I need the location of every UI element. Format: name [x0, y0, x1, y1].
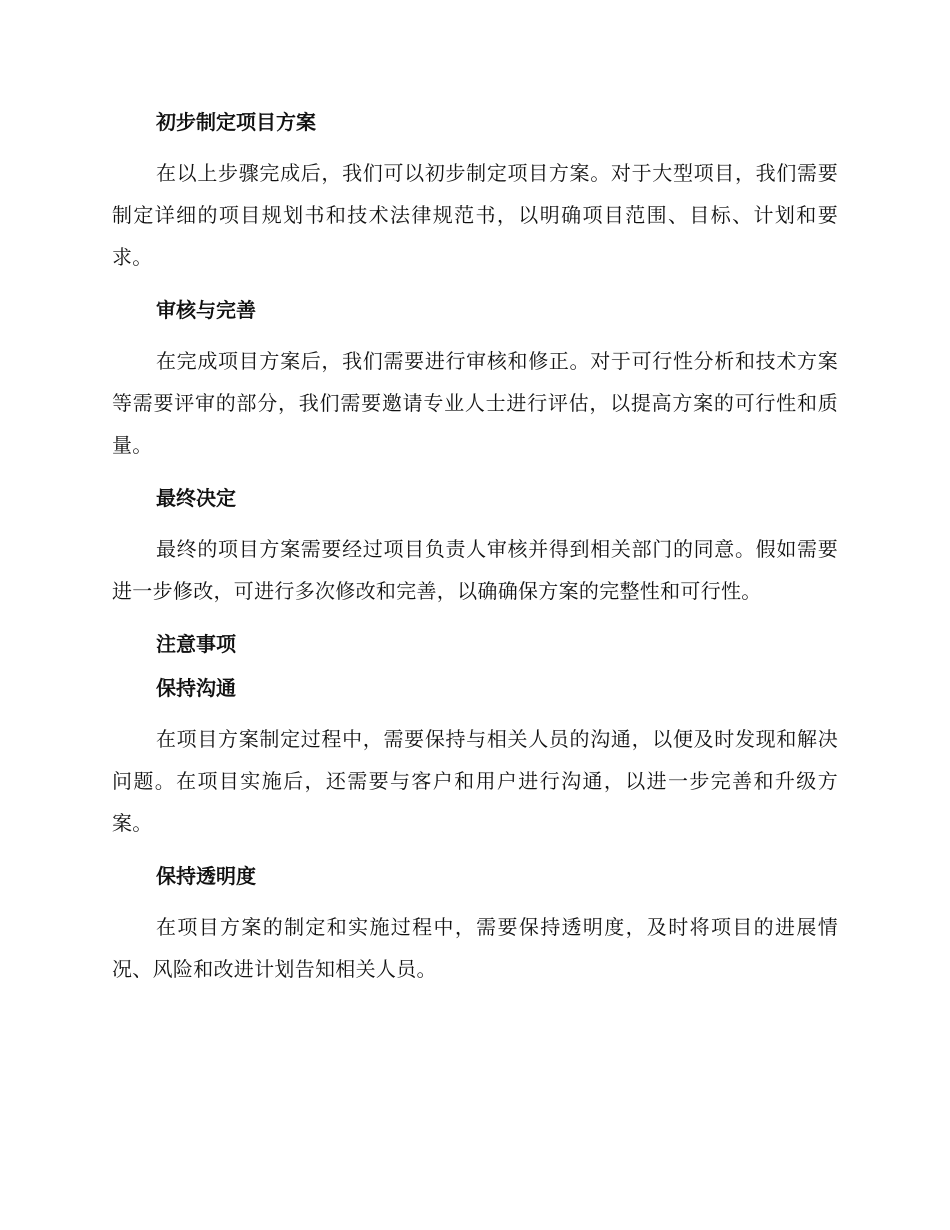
paragraph-review: 在完成项目方案后，我们需要进行审核和修正。对于可行性分析和技术方案等需要评审的部分，我们需要邀请专业人士进行评估，以提高方案的可行性和质量。 — [112, 349, 838, 457]
paragraph-transparency: 在项目方案的制定和实施过程中，需要保持透明度，及时将项目的进展情况、风险和改进计划告知相关人员。 — [112, 915, 838, 981]
heading-review: 审核与完善 — [156, 298, 256, 322]
paragraph-communication: 在项目方案制定过程中，需要保持与相关人员的沟通，以便及时发现和解决问题。在项目实施后，还需要与客户和用户进行沟通，以进一步完善和升级方案。 — [112, 727, 838, 835]
heading-initial-plan: 初步制定项目方案 — [156, 110, 316, 134]
heading-transparency: 保持透明度 — [156, 864, 256, 888]
paragraph-final-decision: 最终的项目方案需要经过项目负责人审核并得到相关部门的同意。假如需要进一步修改，可进行多次修改和完善，以确确保方案的完整性和可行性。 — [112, 537, 838, 603]
paragraph-initial-plan: 在以上步骤完成后，我们可以初步制定项目方案。对于大型项目，我们需要制定详细的项目规划书和技术法律规范书，以明确项目范围、目标、计划和要求。 — [112, 161, 838, 269]
heading-final-decision: 最终决定 — [156, 486, 236, 510]
heading-notes: 注意事项 — [156, 632, 236, 656]
heading-communication: 保持沟通 — [156, 676, 236, 700]
